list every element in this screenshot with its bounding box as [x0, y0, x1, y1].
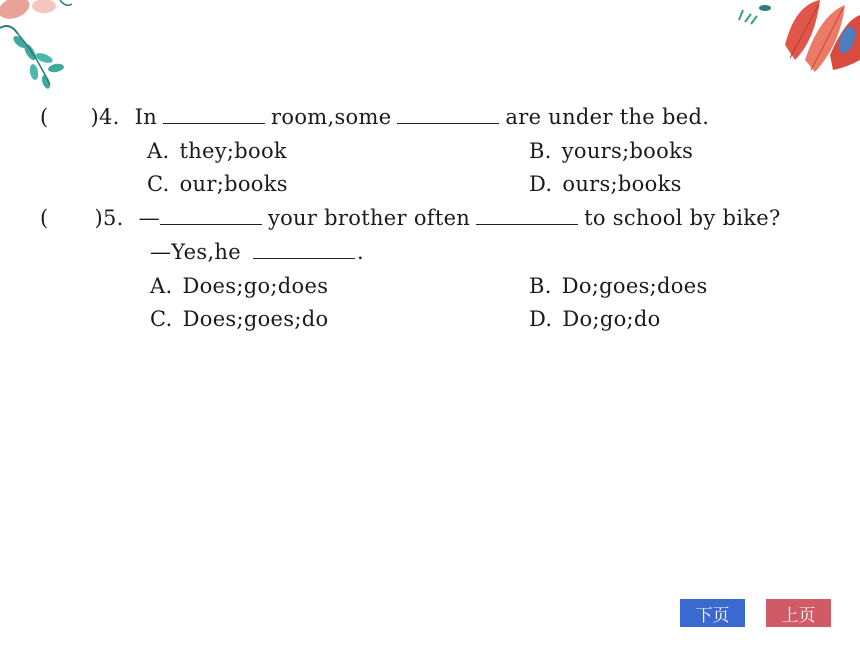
option-text: Do;go;do [562, 307, 661, 331]
option-letter: D. [529, 307, 553, 331]
stem-text: are under the bed. [505, 105, 710, 129]
option-letter: C. [147, 172, 170, 196]
previous-page-button[interactable] [766, 599, 831, 627]
answer-blank [253, 240, 355, 259]
floral-decoration-top-right [735, 0, 860, 75]
option-text: Does;goes;do [182, 307, 329, 331]
option-text: yours;books [561, 139, 694, 163]
next-page-label: 下页 [695, 605, 730, 626]
option-d [529, 307, 661, 331]
previous-page-label: 上页 [781, 605, 816, 626]
stem-text: — [138, 206, 160, 230]
floral-decoration-top-left [0, 0, 80, 95]
stem-text: your brother often [267, 206, 471, 230]
option-a [150, 274, 328, 298]
stem-text: . [356, 240, 364, 264]
answer-blank [160, 206, 262, 225]
option-letter: A. [150, 274, 173, 298]
question-5-stem [40, 206, 781, 230]
option-text: Does;go;does [182, 274, 329, 298]
answer-blank [476, 206, 578, 225]
answer-paren-open: ( [40, 206, 49, 230]
option-c [150, 307, 328, 331]
option-text: ours;books [562, 172, 682, 196]
stem-text: to school by bike? [584, 206, 781, 230]
option-letter: B. [529, 274, 552, 298]
option-b [529, 139, 693, 163]
question-number: )4. [90, 105, 120, 129]
answer-blank [163, 105, 265, 124]
question-4-stem [40, 105, 709, 129]
answer-paren-open: ( [40, 105, 49, 129]
stem-text: —Yes,he [150, 240, 241, 264]
option-letter: D. [529, 172, 553, 196]
answer-blank [397, 105, 499, 124]
question-number: )5. [94, 206, 124, 230]
option-letter: B. [529, 139, 552, 163]
stem-text: In [134, 105, 158, 129]
option-d [529, 172, 682, 196]
next-page-button[interactable] [680, 599, 745, 627]
option-text: they;book [179, 139, 287, 163]
option-c [147, 172, 288, 196]
option-text: our;books [179, 172, 288, 196]
option-b [529, 274, 708, 298]
stem-text: room,some [271, 105, 392, 129]
option-a [147, 139, 287, 163]
option-letter: A. [147, 139, 170, 163]
option-text: Do;goes;does [561, 274, 708, 298]
option-letter: C. [150, 307, 173, 331]
question-5-reply [150, 240, 364, 264]
